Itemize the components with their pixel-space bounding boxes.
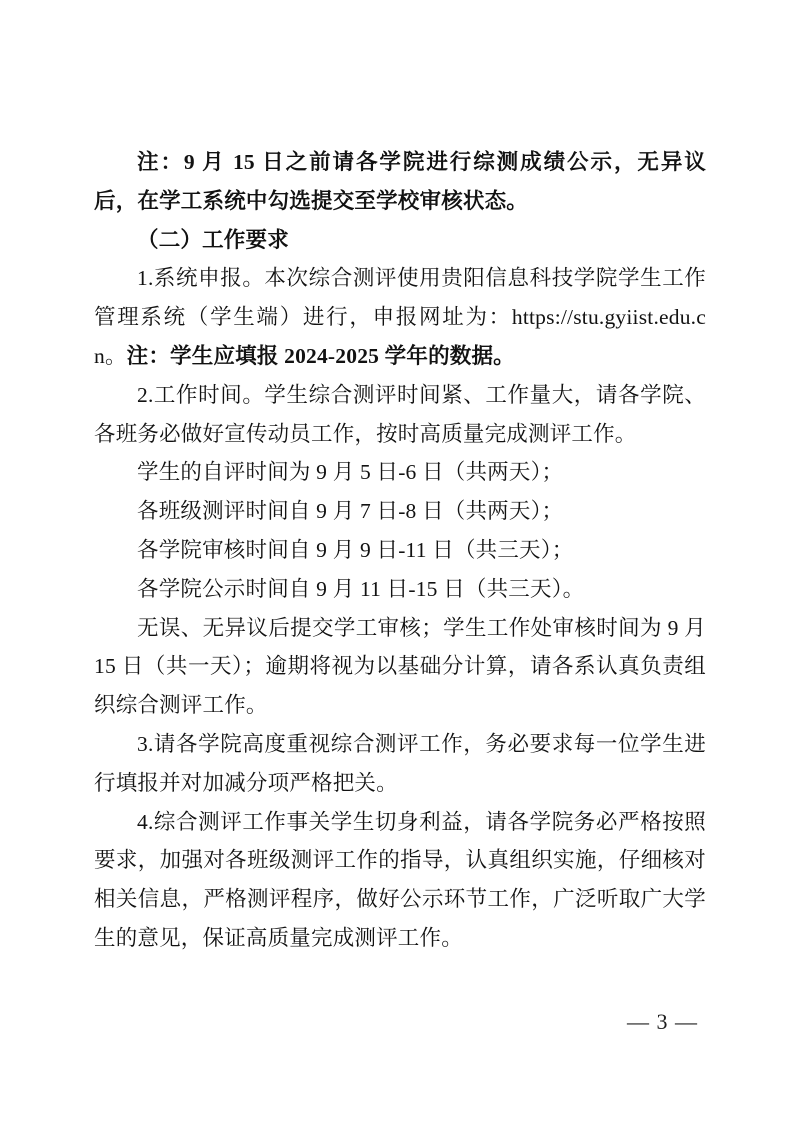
paragraph-text: 。: [104, 343, 127, 368]
timeline-self-evaluation: 学生的自评时间为 9 月 5 日-6 日（共两天）；: [137, 460, 564, 485]
paragraph-text: 1.系统申报。本次综合测评使用贵阳信息科技学院学生工作管理系统（学生端）进行，申报网址为：: [94, 266, 706, 330]
paragraph-system-report: [94, 259, 706, 375]
section-heading-work-requirements: （二）工作要求: [137, 227, 289, 252]
timeline-college-publicity: 各学院公示时间自 9 月 11 日-15 日（共三天）。: [137, 576, 585, 601]
document-body: [94, 143, 706, 958]
note-emphasis-academic-year: 注：学生应填报 2024-2025 学年的数据。: [126, 343, 515, 368]
paragraph-review-deadline: 无误、无异议后提交学工审核；学生工作处审核时间为 9 月 15 日（共一天）；逾期将视为以基础分计算，请各系认真负责组织综合测评工作。: [94, 615, 706, 718]
paragraph-work-time: 2.工作时间。学生综合测评时间紧、工作量大，请各学院、各班务必做好宣传动员工作，按时高质量完成测评工作。: [94, 382, 706, 446]
note-paragraph-public-display: 注：9 月 15 日之前请各学院进行综测成绩公示，无异议后，在学工系统中勾选提交至学校审核状态。: [94, 150, 706, 213]
page-number: — 3 —: [627, 1009, 698, 1034]
paragraph-attach-importance: 3.请各学院高度重视综合测评工作，务必要求每一位学生进行填报并对加减分项严格把关。: [94, 731, 706, 795]
application-url: https://stu.gyiist.edu.cn: [94, 305, 706, 368]
timeline-class-evaluation: 各班级测评时间自 9 月 7 日-8 日（共两天）；: [137, 499, 564, 524]
paragraph-implementation-requirements: 4.综合测评工作事关学生切身利益，请各学院务必严格按照要求，加强对各班级测评工作的指导，认真组织实施，仔细核对相关信息，严格测评程序，做好公示环节工作，广泛听取广大学生的意见，保证高质量完成测评工作。: [94, 809, 706, 950]
timeline-college-review: 各学院审核时间自 9 月 9 日-11 日（共三天）；: [137, 537, 574, 562]
